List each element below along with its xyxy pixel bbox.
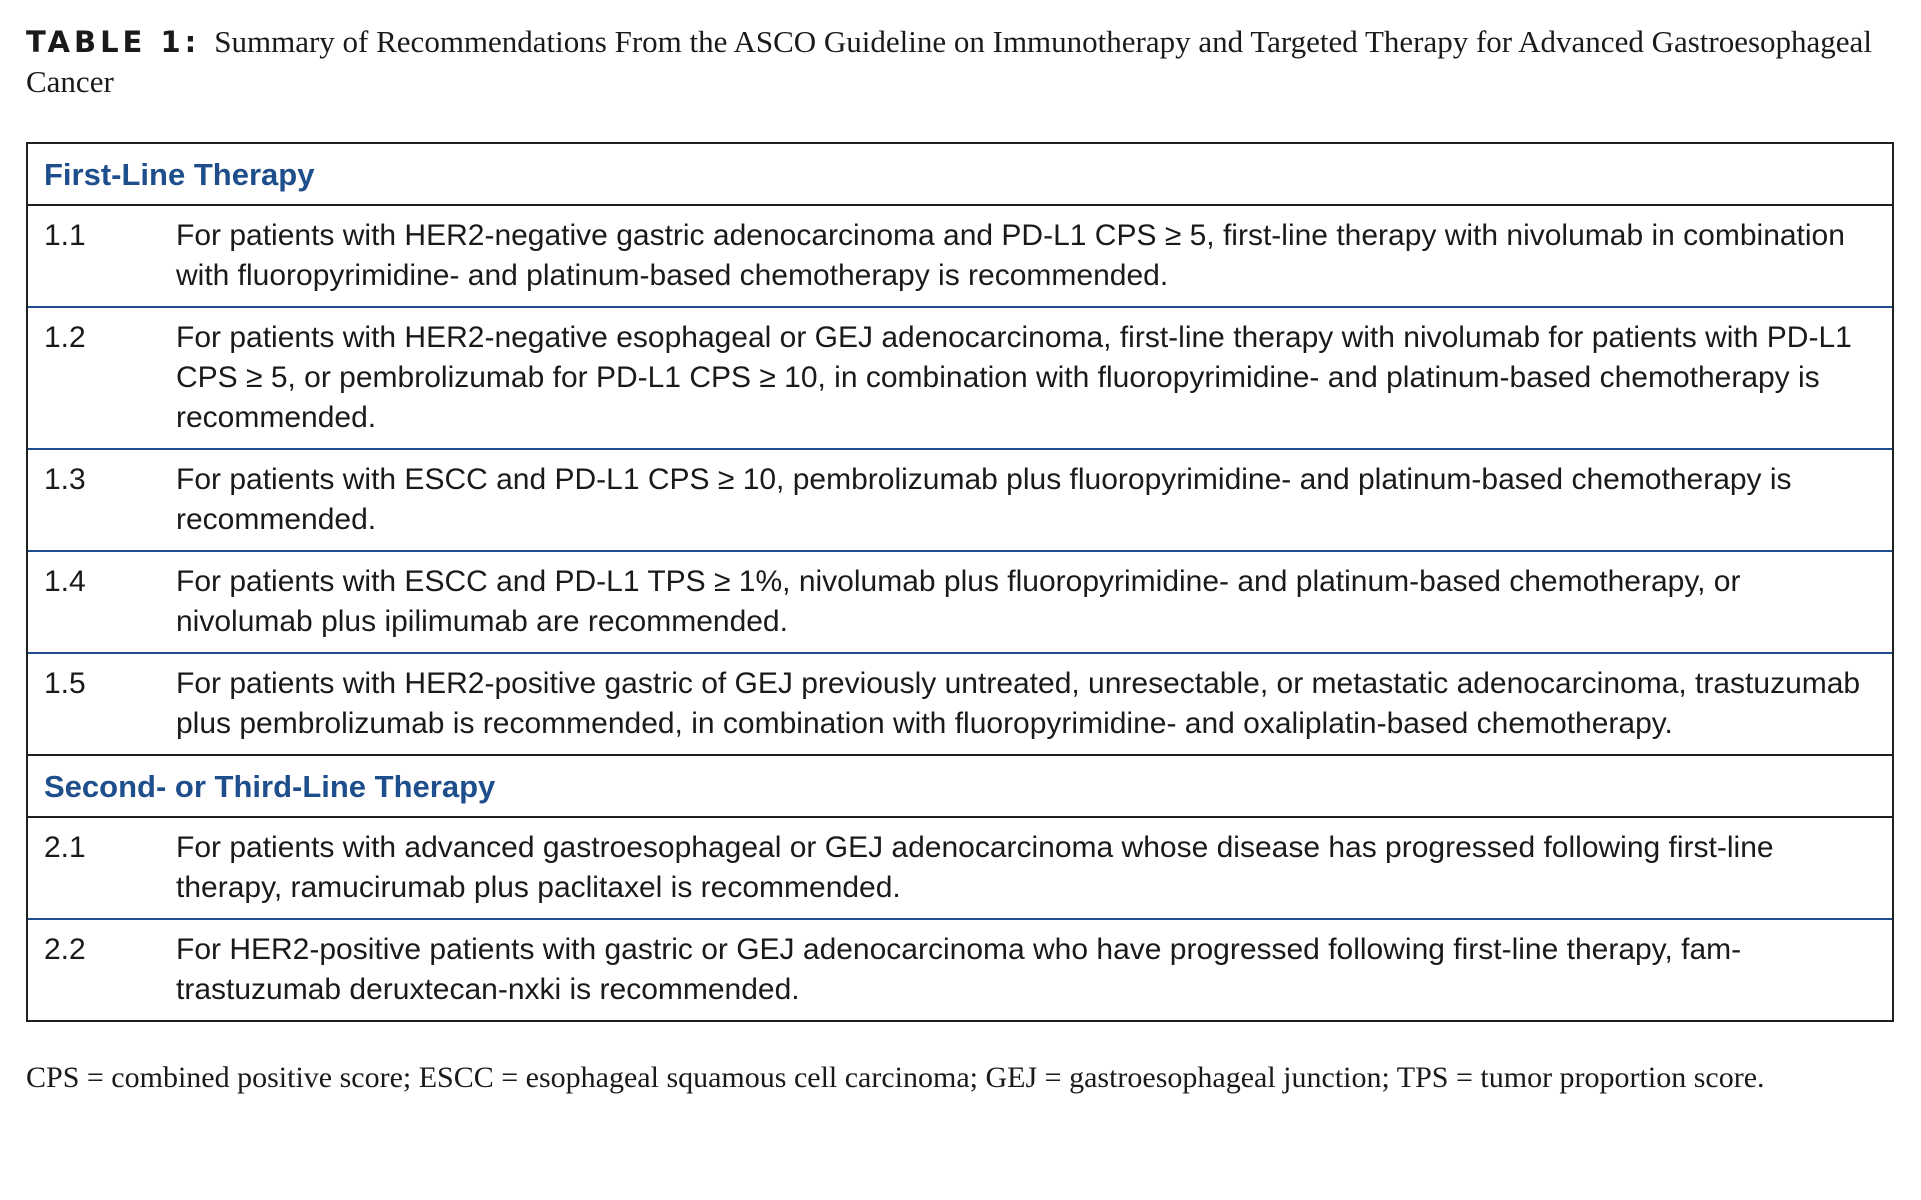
recommendation-text: For patients with ESCC and PD-L1 CPS ≥ 10, pembrolizumab plus fluoropyrimidine- and platinum-based chemotherapy is recommended. [176, 463, 1792, 536]
recommendation-text: For patients with HER2-negative gastric adenocarcinoma and PD-L1 CPS ≥ 5, first-line therapy with nivolumab in combination with fluoropyrimidine- and platinum-based chemotherapy is recommended. [176, 219, 1845, 292]
recommendation-number: 1.5 [44, 667, 86, 700]
document-page [26, 22, 1896, 1098]
section-heading-first-line: First-Line Therapy [28, 144, 1892, 206]
recommendation-text: For patients with ESCC and PD-L1 TPS ≥ 1%, nivolumab plus fluoropyrimidine- and platinum-based chemotherapy, or nivolumab plus ipilimumab are recommended. [176, 565, 1741, 638]
recommendation-number: 1.3 [44, 463, 86, 496]
table-caption [26, 22, 1896, 102]
table-row [28, 920, 1892, 1020]
table-row [28, 654, 1892, 756]
table-row [28, 308, 1892, 450]
recommendation-number: 1.2 [44, 321, 86, 354]
recommendation-text: For patients with advanced gastroesophageal or GEJ adenocarcinoma whose disease has progressed following first-line therapy, ramucirumab plus paclitaxel is recommended. [176, 831, 1774, 904]
section-heading-second-line: Second- or Third-Line Therapy [28, 756, 1892, 818]
recommendation-text: For HER2-positive patients with gastric or GEJ adenocarcinoma who have progressed following first-line therapy, fam-trastuzumab deruxtecan-nxki is recommended. [176, 933, 1742, 1006]
table-label: TABLE 1: [26, 25, 201, 59]
table-row [28, 818, 1892, 920]
recommendations-table [26, 142, 1894, 1022]
recommendation-number: 2.2 [44, 933, 86, 966]
recommendation-number: 1.1 [44, 219, 86, 252]
recommendation-number: 2.1 [44, 831, 86, 864]
table-row [28, 450, 1892, 552]
recommendation-text: For patients with HER2-positive gastric of GEJ previously untreated, unresectable, or metastatic adenocarcinoma, trastuzumab plus pembrolizumab is recommended, in combination with fluoropyrimidine- and oxaliplatin-based chemotherapy. [176, 667, 1861, 740]
table-row [28, 206, 1892, 308]
table-title: Summary of Recommendations From the ASCO Guideline on Immunotherapy and Targeted Therapy for Advanced Gastroesophageal Cancer [26, 24, 1872, 99]
recommendation-number: 1.4 [44, 565, 86, 598]
table-row [28, 552, 1892, 654]
table-footnote: CPS = combined positive score; ESCC = esophageal squamous cell carcinoma; GEJ = gastroesophageal junction; TPS = tumor proportion score. [26, 1061, 1765, 1094]
recommendation-text: For patients with HER2-negative esophageal or GEJ adenocarcinoma, first-line therapy with nivolumab for patients with PD-L1 CPS ≥ 5, or pembrolizumab for PD-L1 CPS ≥ 10, in combination with fluoropyrimidine- and platinum-based chemotherapy is recommended. [176, 321, 1852, 434]
